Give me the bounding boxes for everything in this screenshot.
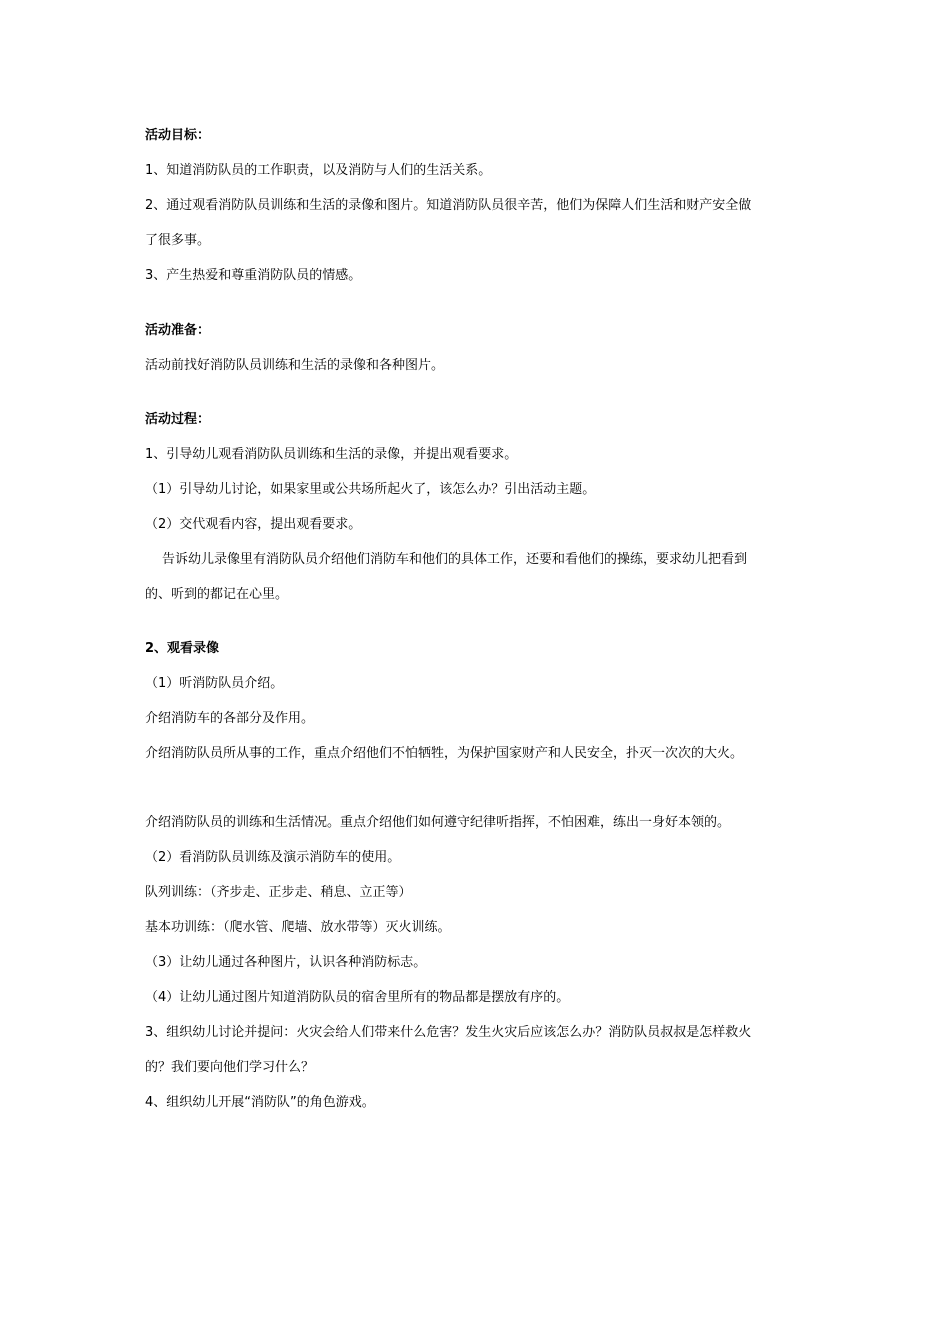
- process-step-2-sub-1-b: 介绍消防队员所从事的工作，重点介绍他们不怕牺牲，为保护国家财产和人民安全，扑灭一次次的大火。: [145, 746, 744, 761]
- process-step-2-sub-1: （1）听消防队员介绍。: [145, 676, 284, 691]
- process-step-2-sub-2: （2）看消防队员训练及演示消防车的使用。: [145, 850, 401, 865]
- process-step-1: 1、引导幼儿观看消防队员训练和生活的录像，并提出观看要求。: [145, 447, 518, 462]
- process-step-2-sub-3: （3）让幼儿通过各种图片，认识各种消防标志。: [145, 955, 427, 970]
- process-step-1-detail-line-1: 告诉幼儿录像里有消防队员介绍他们消防车和他们的具体工作，还要和看他们的操练，要求幼儿把看到: [162, 552, 748, 567]
- process-step-2-sub-2-b: 基本功训练：（爬水管、爬墙、放水带等）灭火训练。: [145, 920, 451, 935]
- process-step-3-line-2: 的？我们要向他们学习什么？: [145, 1060, 315, 1075]
- process-step-2-sub-1-a: 介绍消防车的各部分及作用。: [145, 711, 315, 726]
- process-step-2-sub-2-a: 队列训练：（齐步走、正步走、稍息、立正等）: [145, 885, 412, 900]
- process-step-1-sub-2: （2）交代观看内容，提出观看要求。: [145, 517, 362, 532]
- process-step-4: 4、组织幼儿开展“消防队”的角色游戏。: [145, 1095, 375, 1110]
- process-step-2-heading: 2、观看录像: [145, 641, 220, 656]
- process-step-2-sub-4: （4）让幼儿通过图片知道消防队员的宿舍里所有的物品都是摆放有序的。: [145, 990, 570, 1005]
- preparation-text: 活动前找好消防队员训练和生活的录像和各种图片。: [145, 358, 445, 373]
- process-step-3-line-1: 3、组织幼儿讨论并提问：火灾会给人们带来什么危害？发生火灾后应该怎么办？消防队员叔叔是怎样救火: [145, 1025, 752, 1040]
- goal-item-3: 3、产生热爱和尊重消防队员的情感。: [145, 268, 362, 283]
- process-step-2-sub-1-c: 介绍消防队员的训练和生活情况。重点介绍他们如何遵守纪律听指挥，不怕困难，练出一身好本领的。: [145, 815, 731, 830]
- goal-item-2-line-2: 了很多事。: [145, 233, 211, 248]
- goal-item-2-line-1: 2、通过观看消防队员训练和生活的录像和图片。知道消防队员很辛苦，他们为保障人们生活和财产安全做: [145, 198, 752, 213]
- goals-heading: 活动目标：: [145, 128, 211, 143]
- process-step-1-sub-1: （1）引导幼儿讨论，如果家里或公共场所起火了，该怎么办？引出活动主题。: [145, 482, 596, 497]
- process-heading: 活动过程：: [145, 412, 211, 427]
- goal-item-1: 1、知道消防队员的工作职责，以及消防与人们的生活关系。: [145, 163, 492, 178]
- preparation-heading: 活动准备：: [145, 323, 211, 338]
- process-step-1-detail-line-2: 的、听到的都记在心里。: [145, 587, 289, 602]
